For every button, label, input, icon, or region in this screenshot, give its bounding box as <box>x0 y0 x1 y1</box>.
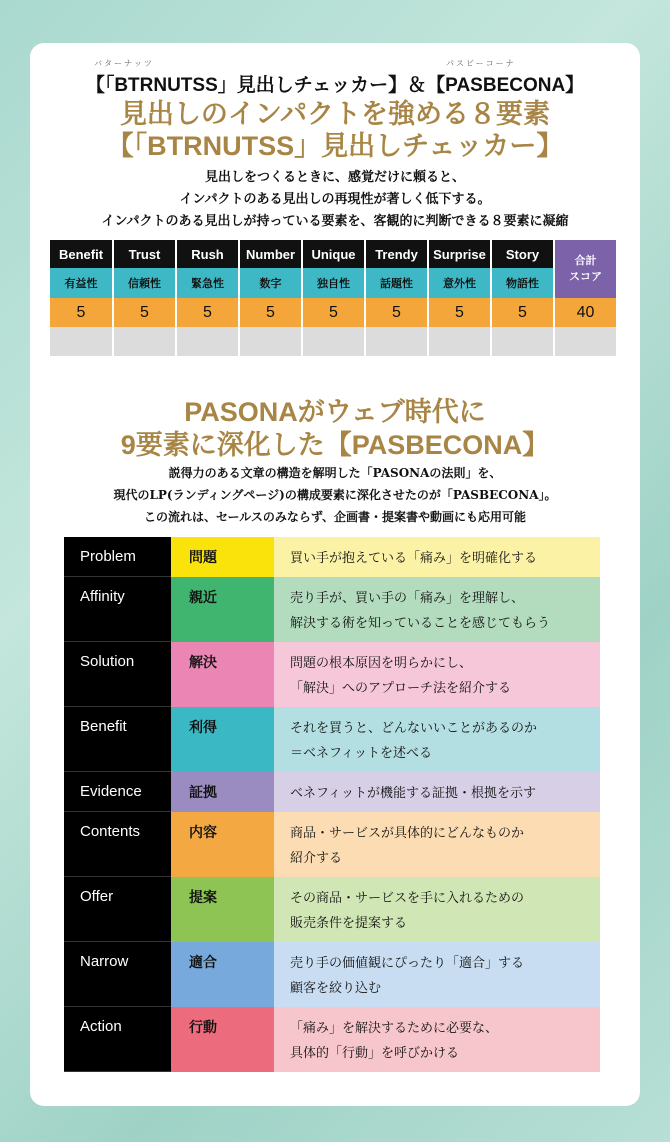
title-line: PASONAがウェブ時代に <box>184 397 486 427</box>
score-value: 5 <box>50 298 113 327</box>
empty-cell <box>302 327 365 356</box>
row-description-line: 「解決」へのアプローチ法を紹介する <box>290 680 512 695</box>
score-value: 5 <box>428 298 491 327</box>
row-ja-label: 利得 <box>171 707 274 772</box>
section2-title <box>30 396 640 462</box>
row-ja-label: 適合 <box>171 942 274 1007</box>
description-line: 見出しをつくるときに、感覚だけに頼ると、 <box>204 170 465 185</box>
empty-cell <box>50 327 113 356</box>
score-table <box>50 240 618 356</box>
pasbecona-row-affinity <box>64 577 600 642</box>
row-description <box>274 642 600 707</box>
score-header-ja: 独自性 <box>302 268 365 298</box>
section1-description <box>30 167 640 233</box>
total-score-value: 40 <box>554 298 617 327</box>
pasbecona-row-action <box>64 1007 600 1072</box>
row-en-label: Problem <box>64 537 171 577</box>
score-value: 5 <box>491 298 554 327</box>
empty-cell <box>428 327 491 356</box>
row-description-line: 顧客を絞り込む <box>290 980 382 995</box>
empty-cell <box>491 327 554 356</box>
pasbecona-table <box>64 537 600 1072</box>
ruby-btrnutss: バターナッツ <box>94 59 154 68</box>
row-ja-label: 解決 <box>171 642 274 707</box>
description-line: インパクトのある見出しが持っている要素を、客観的に判断できる８要素に凝縮 <box>101 214 569 229</box>
row-en-label: Offer <box>64 877 171 942</box>
description-line: インパクトのある見出しの再現性が著しく低下する。 <box>179 192 491 207</box>
score-value: 5 <box>113 298 176 327</box>
row-description-line: 売り手が、買い手の「痛み」を理解し、 <box>290 590 525 605</box>
score-value: 5 <box>302 298 365 327</box>
score-header-ja: 意外性 <box>428 268 491 298</box>
empty-cell <box>554 327 617 356</box>
title-line: 9要素に深化した【PASBECONA】 <box>120 430 550 460</box>
total-label-line: 合計 <box>574 255 597 267</box>
row-ja-label: 証拠 <box>171 772 274 812</box>
row-description-line: 「痛み」を解決するために必要な、 <box>290 1020 499 1035</box>
empty-cell <box>176 327 239 356</box>
empty-cell <box>365 327 428 356</box>
top-heading: 【「BTRNUTSS」見出しチェッカー】＆【PASBECONA】 <box>85 75 585 96</box>
row-ja-label: 親近 <box>171 577 274 642</box>
score-header-ja: 数字 <box>239 268 302 298</box>
empty-cell <box>113 327 176 356</box>
score-header-en: Surprise <box>428 240 491 268</box>
row-description-line: 具体的「行動」を呼びかける <box>290 1045 460 1060</box>
row-description <box>274 942 600 1007</box>
pasbecona-row-evidence <box>64 772 600 812</box>
row-description-line: 紹介する <box>290 850 343 865</box>
score-value: 5 <box>365 298 428 327</box>
row-description-line: 売り手の価値観にぴったり「適合」する <box>290 955 525 970</box>
section2-description <box>30 462 640 528</box>
row-description <box>274 577 600 642</box>
row-description <box>274 812 600 877</box>
empty-cell <box>239 327 302 356</box>
row-description <box>274 707 600 772</box>
row-en-label: Contents <box>64 812 171 877</box>
score-header-en: Trust <box>113 240 176 268</box>
row-description-line: 問題の根本原因を明らかにし、 <box>290 655 473 670</box>
score-header-en: Story <box>491 240 554 268</box>
total-score-header <box>554 240 617 298</box>
row-description <box>274 537 600 577</box>
row-en-label: Action <box>64 1007 171 1072</box>
description-line: 説得力のある文章の構造を解明した「PASONAの法則」を、 <box>168 466 502 480</box>
score-header-ja: 緊急性 <box>176 268 239 298</box>
pasbecona-row-solution <box>64 642 600 707</box>
row-ja-label: 問題 <box>171 537 274 577</box>
section1-title <box>30 98 640 162</box>
row-ja-label: 提案 <box>171 877 274 942</box>
total-label-line: スコア <box>569 271 602 283</box>
pasbecona-row-narrow <box>64 942 600 1007</box>
score-header-en: Unique <box>302 240 365 268</box>
row-description-line: 商品・サービスが具体的にどんなものか <box>290 825 525 840</box>
score-header-ja: 物語性 <box>491 268 554 298</box>
row-description-line: ベネフィットが機能する証拠・根拠を示す <box>290 785 536 800</box>
row-description <box>274 877 600 942</box>
row-en-label: Benefit <box>64 707 171 772</box>
score-header-ja: 信頼性 <box>113 268 176 298</box>
ruby-pasbecona: パスビーコーナ <box>446 59 516 68</box>
row-en-label: Solution <box>64 642 171 707</box>
description-line: この流れは、セールスのみならず、企画書・提案書や動画にも応用可能 <box>144 510 526 524</box>
score-value: 5 <box>239 298 302 327</box>
description-line: 現代のLP(ランディングページ)の構成要素に深化させたのが「PASBECONA」。 <box>113 488 557 502</box>
title-line: 見出しのインパクトを強める８要素 <box>119 99 551 129</box>
row-description <box>274 1007 600 1072</box>
pasbecona-row-benefit <box>64 707 600 772</box>
row-description-line: その商品・サービスを手に入れるための <box>290 890 525 905</box>
row-en-label: Narrow <box>64 942 171 1007</box>
row-ja-label: 行動 <box>171 1007 274 1072</box>
score-header-en: Benefit <box>50 240 113 268</box>
score-header-ja: 有益性 <box>50 268 113 298</box>
score-header-ja: 話題性 <box>365 268 428 298</box>
score-header-en: Rush <box>176 240 239 268</box>
row-description-line: 解決する術を知っていることを感じてもらう <box>290 615 551 630</box>
row-description-line: 買い手が抱えている「痛み」を明確化する <box>290 550 538 565</box>
score-value: 5 <box>176 298 239 327</box>
score-header-en: Number <box>239 240 302 268</box>
row-en-label: Evidence <box>64 772 171 812</box>
pasbecona-row-problem <box>64 537 600 577</box>
pasbecona-row-contents <box>64 812 600 877</box>
row-en-label: Affinity <box>64 577 171 642</box>
row-description <box>274 772 600 812</box>
pasbecona-row-offer <box>64 877 600 942</box>
row-description-line: それを買うと、どんないいことがあるのか <box>290 720 538 735</box>
score-header-en: Trendy <box>365 240 428 268</box>
row-description-line: 販売条件を提案する <box>290 915 408 930</box>
row-ja-label: 内容 <box>171 812 274 877</box>
title-line: 【「BTRNUTSS」見出しチェッカー】 <box>106 131 564 161</box>
row-description-line: ＝ベネフィットを述べる <box>290 745 432 760</box>
